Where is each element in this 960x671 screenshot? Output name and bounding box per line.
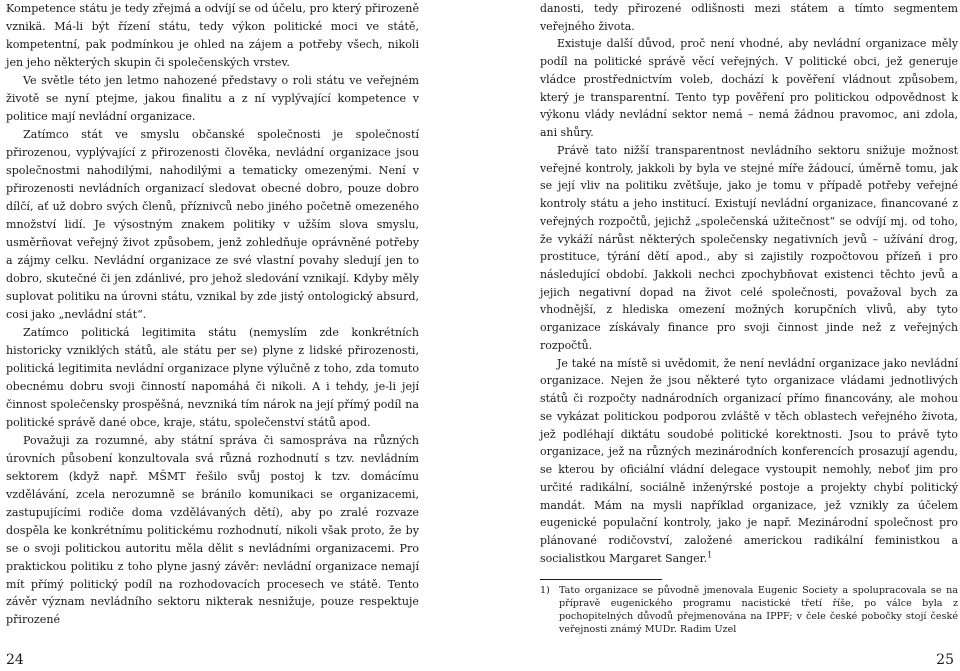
paragraph: danosti, tedy přirozené odlišnosti mezi státem a tímto segmentem veřejného života. (540, 2, 958, 33)
page-number-left: 24 (6, 652, 24, 668)
footnote-divider (540, 579, 662, 580)
footnote-text: Tato organizace se původně jmenovala Eugenic Society a spolupracovala se na přípravě eugenického programu nacistické třetí říše, po válce byla z pochopitelných důvodů přejmenována na IPPF; v čele české pobočky stojí české veřejnosti známý MUDr. Radim Uzel (559, 585, 958, 635)
footnote-number: 1) (540, 585, 550, 596)
paragraph: Považuji za rozumné, aby státní správa či samospráva na různých úrovních působení konzultovala svá různá rozhodnutí s tzv. nevládním sektorem (když např. MŠMT řešilo svůj postoj k tzv. domácímu vzdělávání, zcela nerozumně se bránilo komunikaci se organizacemi, zastupujícími rodiče doma vzdělávaných dětí), aby po zralé rozvaze dospěla ke konkrétnímu politickému rozhodnutí, nikoli však proto, že by se o svoji politickou autoritu měla dělit s nevládními organizacemi. Pro praktickou politiku z toho plyne jasný závěr: nevládní organizace nemají mít přímý politický podíl na rozhodovacích procesech ve státě. Tento závěr význam nevládního sektoru nikterak nesnižuje, pouze respektuje přirozené (6, 433, 419, 627)
paragraph: Zatímco politická legitimita státu (nemyslím zde konkrétních historicky vzniklých států, ale státu per se) plyne z lidské přirozenosti, politická legitimita nevládní organizace plyne výlučně z toho, zda tomuto obecnému dobru svoji činností napomáhá či nikoli. A i tehdy, je-li její činnost společensky prospěšná, nevzniká tím nárok na její přímý podíl na politické správě dané obce, kraje, státu, společenství států apod. (6, 325, 419, 429)
paragraph: Existuje další důvod, proč není vhodné, aby nevládní organizace měly podíl na politické správě věcí veřejných. V politické obci, jež generuje vládce prostřednictvím voleb, dochází k pověření vládnout způsobem, který je transparentní. Tento typ pověření pro politickou odpovědnost k výkonu vlády nevládní sektor nemá – nemá žádnou pravomoc, ani zdola, ani shůry. (540, 37, 958, 140)
paragraph: Zatímco stát ve smyslu občanské společnosti je společností přirozenou, vyplývající z přirozenosti člověka, nevládní organizace jsou společnostmi nahodilými, nahodilými a tematicky omezenými. Není v přirozenosti nevládních organizací sledovat obecné dobro, pouze dobro dílčí, ať už dobro svých členů, příznivců nebo jiného početně omezeného množství lidí. Je výsostným znakem politiky v užším slova smyslu, usměrňovat veřejný život způsobem, jenž zohledňuje oprávněné potřeby a zájmy celku. Nevládní organizace ze své vlastní povahy sledují jen to dobro, skutečné či jen zdánlivé, pro jehož sledování vznikají. Kdyby měly suplovat politiku na úrovni státu, vznikal by zde jistý ontologický absurd, cosi jako „nevládní stát“. (6, 127, 419, 321)
paragraph: Kompetence státu je tedy zřejmá a odvíjí se od účelu, pro který přirozeně vznikä. Má-li být řízení státu, tedy výkon politické moci ve státě, kompetentní, pak podmínkou je ohled na zájem a potřeby všech, nikoli jen jeho některých skupin či společenských vrstev. (6, 2, 420, 69)
footnote (540, 584, 958, 636)
right-page-text (540, 0, 958, 568)
paragraph-text: Je také na místě si uvědomit, že není nevládní organizace jako nevládní organizace. Nejen že jsou některé tyto organizace vládami jednotlivých států či rozpočty nadnárodních organizací přímo financovány, ale mohou se vykázat politickou podporou zvláště v těch oblastech veřejného života, jež podléhají diktátu soudobé politické korektnosti. Jsou to právě tyto organizace, jež na různých mezinárodních konferencích prosazují agendu, se kterou by oficiální vládní delegace vystoupit nemohly, neboť jim pro určité radikální, sociálně inženýrské postoje a projekty chybí politický mandát. Mám na mysli například organizace, jež vznikly za účelem eugenické populační kontroly, jako je např. Mezinárodní společnost pro plánované rodičovství, založené americkou radikální feministkou a socialistkou Margaret Sanger. (540, 356, 958, 565)
page-number-right: 25 (936, 652, 954, 668)
left-page-text (6, 0, 419, 629)
paragraph: Právě tato nižší transparentnost nevládního sektoru snižuje možnost veřejné kontroly, jakkoli by byla ve stejné míře žádoucí, úměrně tomu, jak se její vliv na politiku zvětšuje, jako je tomu v případě potřeby veřejné kontroly státu a jeho institucí. Existují nevládní organizace, financované z veřejných rozpočtů, jejichž „společenská užitečnost“ se odvíjí mj. od toho, že vykáží nárůst některých společensky negativních jevů – užívání drog, prostituce, týrání dětí apod., aby si zajistily rozpočtovou přízeň i pro následující období. Jakkoli nechci zpochybňovat existenci těchto jevů a jejich negativní dopad na život celé společnosti, považoval bych za vhodnější, z hlediska omezení možných korupčních vlivů, aby tyto organizace získávaly finance pro svoji činnost jinde než z veřejných rozpočtů. (540, 143, 958, 352)
paragraph (540, 355, 958, 568)
paragraph: Ve světle této jen letmo nahozené představy o roli státu ve veřejném životě se nyní ptejme, jakou finalitu a z ní vyplývající kompetence v politice mají nevládní organizace. (6, 73, 419, 123)
footnote-reference[interactable]: 1 (707, 550, 713, 560)
